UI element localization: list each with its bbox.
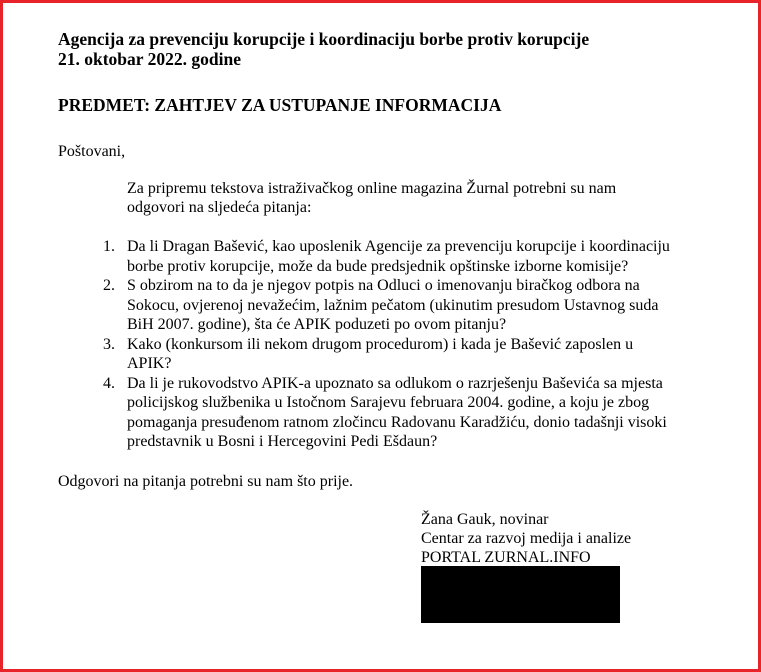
question-number: 1. xyxy=(103,238,115,255)
signature-organization: Centar za razvoj medija i analize xyxy=(421,530,632,547)
question-text-line: APIK? xyxy=(127,355,172,372)
closing-sentence: Odgovori na pitanja potrebni su nam što prije. xyxy=(58,473,354,490)
question-item xyxy=(103,335,670,374)
question-text-line: Sokocu, ovjerenoj nevažećim, lažnim pečatom (ukinutim presudom Ustavnog suda xyxy=(127,296,659,314)
question-item xyxy=(103,374,670,452)
letter-date: 21. oktobar 2022. godine xyxy=(58,49,241,69)
question-text-line: predstavnik u Bosni i Hercegovini Pedi Ešdaun? xyxy=(127,433,438,450)
question-number: 2. xyxy=(103,277,115,294)
question-text-line: S obzirom na to da je njegov potpis na Odluci o imenovanju biračkog odbora na xyxy=(127,277,640,294)
agency-name: Agencija za prevenciju korupcije i koordinaciju borbe protiv korupcije xyxy=(58,29,590,49)
question-text-line: BiH 2007. godine), šta će APIK poduzeti po ovom pitanju? xyxy=(127,316,507,333)
question-text-line: pomaganja presuđenom ratnom zločincu Radovanu Karadžiću, donio tadašnji visoki xyxy=(127,413,667,431)
question-list xyxy=(103,237,670,452)
question-text-line: Da li Dragan Bašević, kao uposlenik Agencije za prevenciju korupcije i koordinaciju xyxy=(127,238,670,255)
question-text-line: Da li je rukovodstvo APIK-a upoznato sa odlukom o razrješenju Baševića sa mjesta xyxy=(127,374,663,392)
subject-line: PREDMET: ZAHTJEV ZA USTUPANJE INFORMACIJA xyxy=(58,95,502,115)
signature-name: Žana Gauk, novinar xyxy=(421,511,549,528)
question-number: 3. xyxy=(103,335,115,353)
greeting: Poštovani, xyxy=(58,143,126,160)
question-text-line: Kako (konkursom ili nekom drugom procedurom) i kada je Bašević zaposlen u xyxy=(127,335,634,353)
redaction-block xyxy=(421,566,620,623)
question-number: 4. xyxy=(103,374,115,392)
question-item xyxy=(103,237,670,276)
intro-line-2: odgovori na sljedeća pitanja: xyxy=(127,199,312,216)
question-item xyxy=(103,276,670,335)
question-text-line: borbe protiv korupcije, može da bude predsjednik opštinske izborne komisije? xyxy=(127,257,629,275)
intro-line-1: Za pripremu tekstova istraživačkog online magazina Žurnal potrebni su nam xyxy=(127,180,617,197)
question-text-line: policijskog službenika u Istočnom Sarajevu februara 2004. godine, a koju je zbog xyxy=(127,394,650,411)
signature-portal: PORTAL ZURNAL.INFO xyxy=(421,549,591,566)
